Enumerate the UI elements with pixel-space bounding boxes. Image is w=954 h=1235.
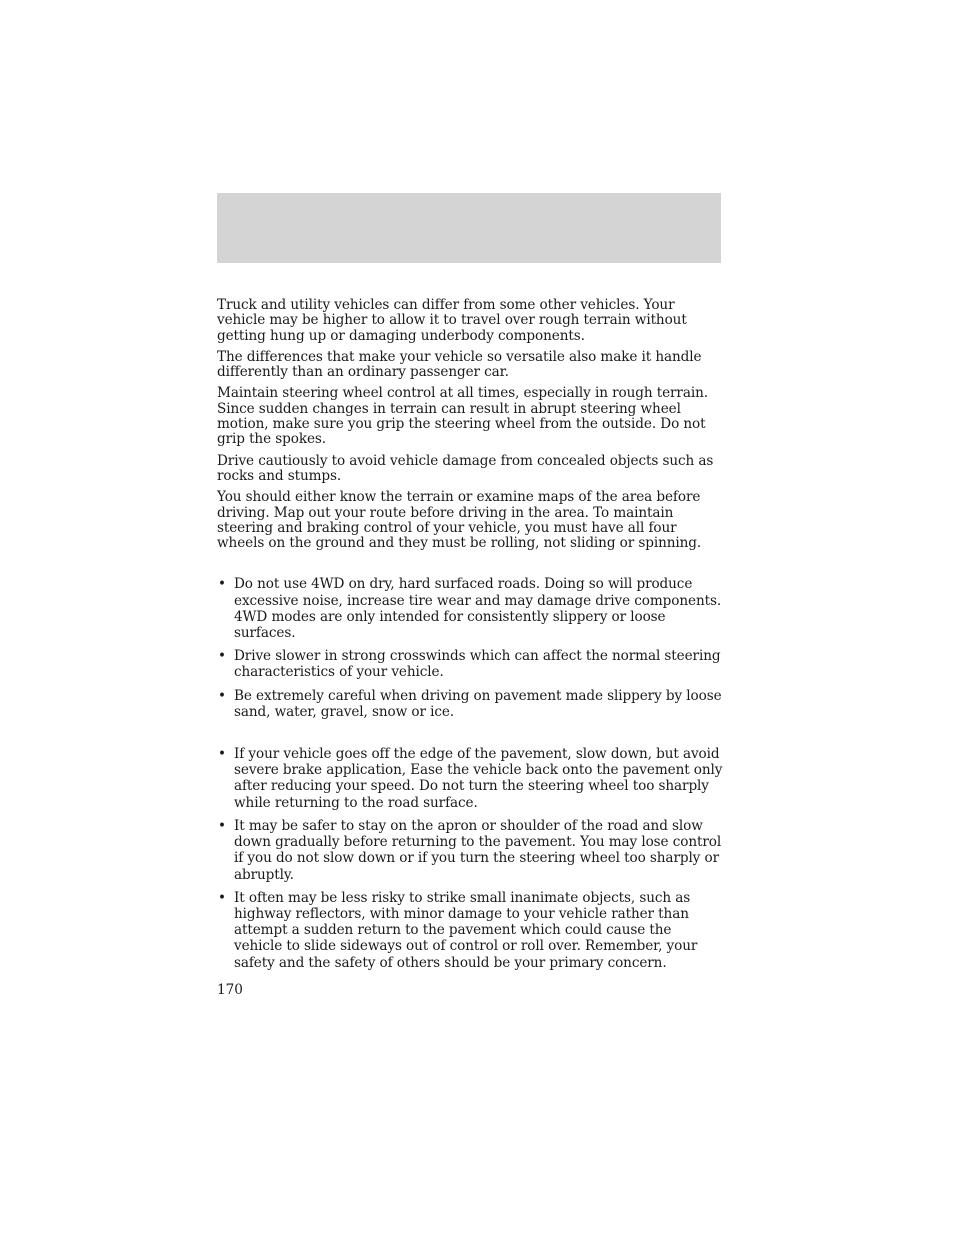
list-item	[217, 746, 723, 811]
list-item-text: Drive slower in strong crosswinds which can affect the normal steering characteristics of your vehicle.	[234, 648, 721, 681]
bullet-icon: •	[218, 687, 226, 704]
list-item-text: It often may be less risky to strike small inanimate objects, such as highway reflectors, with minor damage to your vehicle rather than attempt a sudden return to the pavement which could cause the vehicle to slide sideways out of control or roll over. Remember, your safety and the safety of others should be your primary concern.	[234, 889, 698, 971]
bullet-icon: •	[218, 576, 226, 593]
intro-paragraph: The differences that make your vehicle so versatile also make it handle differently than an ordinary passenger car.	[217, 348, 702, 381]
section-spacer	[217, 727, 723, 746]
bullet-icon: •	[218, 648, 226, 665]
bullet-list-pavement-edge	[217, 746, 723, 971]
section-spacer	[217, 557, 723, 576]
list-item	[217, 688, 723, 720]
list-item	[217, 890, 723, 971]
intro-paragraph: Maintain steering wheel control at all times, especially in rough terrain. Since sudden changes in terrain can result in abrupt steering wheel motion, make sure you grip the steering wheel from the outside. Do not grip the spokes.	[217, 385, 708, 448]
list-item-text: Do not use 4WD on dry, hard surfaced roads. Doing so will produce excessive noise, increase tire wear and may damage drive components. 4WD modes are only intended for consistently slippery or loose surfaces.	[234, 576, 722, 642]
bullet-icon: •	[218, 746, 226, 763]
intro-paragraph: You should either know the terrain or examine maps of the area before driving. Map out your route before driving in the area. To maintain steering and braking control of your vehicle, you must have all four wheels on the ground and they must be rolling, not sliding or spinning.	[217, 489, 702, 552]
list-item	[217, 648, 723, 680]
bullet-icon: •	[218, 889, 226, 906]
intro-paragraph: Truck and utility vehicles can differ from some other vehicles. Your vehicle may be higher to allow it to travel over rough terrain without getting hung up or damaging underbody components.	[217, 297, 687, 344]
page-number: 170	[217, 982, 243, 998]
intro-paragraph: Drive cautiously to avoid vehicle damage from concealed objects such as rocks and stumps.	[217, 452, 714, 484]
bullet-icon: •	[218, 817, 226, 834]
page-content	[217, 298, 723, 978]
list-item-text: Be extremely careful when driving on pavement made slippery by loose sand, water, gravel, snow or ice.	[234, 687, 722, 720]
bullet-list-driving-tips	[217, 576, 723, 720]
section-header-bar	[217, 193, 721, 263]
list-item-text: It may be safer to stay on the apron or shoulder of the road and slow down gradually before returning to the pavement. You may lose control if you do not slow down or if you turn the steering wheel too sharply or abruptly.	[234, 817, 722, 883]
list-item	[217, 576, 723, 641]
list-item-text: If your vehicle goes off the edge of the pavement, slow down, but avoid severe brake application, Ease the vehicle back onto the pavement only after reducing your speed. Do not turn the steering wheel too sharply while returning to the road surface.	[234, 746, 723, 811]
list-item	[217, 818, 723, 883]
